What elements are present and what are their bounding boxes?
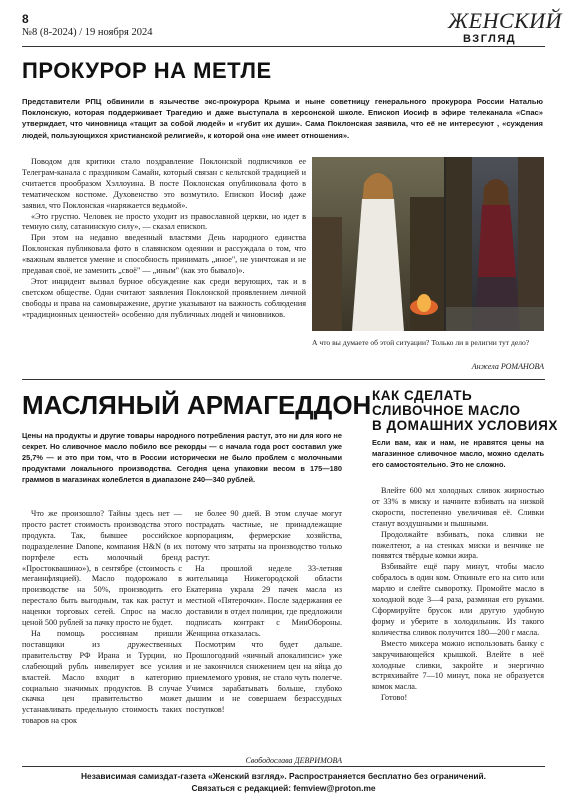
article1-caption: А что вы думаете об этой ситуации? Только ли в религии тут дело? <box>312 338 530 347</box>
article3-paragraph: Вместо миксера можно использовать банку с закручивающейся крышкой. Влейте в неё холодные сливки, закройте и энергично встряхивайте 7—10 минут, пока не образуется комок масла. <box>372 638 544 692</box>
article1-signature: Анжела РОМАНОВА <box>471 362 544 371</box>
article3-paragraph: Взбивайте ещё пару минут, чтобы масло собралось в один ком. Откиньте его на сито или марлю и слейте сыворотку. Промойте масло в холодной воде 3—4 раза, разминая его руками. Сформируйте брусок или другую удобную форму и уберите в холодильник. Из такого количества сливок получится 180—200 г масла. <box>372 562 544 637</box>
article2-col2 <box>186 509 342 716</box>
article3-title <box>372 388 558 433</box>
article3-title-line: В ДОМАШНИХ УСЛОВИЯХ <box>372 418 558 433</box>
article2-paragraph: На прошлой неделе 33-летняя жительница Нижегородской области Екатерина украла 29 пачек масла из местной «Пятерочки». После задержания ее доставили в отдел полиции, где предложили подписать контракт с МинОбороны. Женщина отказалась. <box>186 563 342 638</box>
article1-paragraph: При этом на недавно введенный властями День народного единства Поклонская публиковала фото в славянском одеянии и рассуждала о том, что «важным является умение и способность принимать „иное", не уничтожая и не предавая своё, не заменить „своё" — „иным" (как это бывало)». <box>22 233 306 276</box>
article3-title-line: СЛИВОЧНОЕ МАСЛО <box>372 403 521 418</box>
footer-line: Связаться с редакцией: femview@proton.me <box>191 783 376 793</box>
header-divider <box>22 46 545 47</box>
article3-paragraph: Готово! <box>381 693 408 703</box>
issue-info: №8 (8-2024) / 19 ноября 2024 <box>22 27 153 38</box>
article1-paragraph: «Это грустно. Человек не просто уходит из православной церкви, но идет в темную силу, сатанинскую силу», — сказал епископ. <box>22 211 306 232</box>
photos-collage <box>312 157 544 331</box>
article3-body <box>372 486 544 704</box>
logo-title: ЖЕНСКИЙ <box>448 8 563 33</box>
logo-subtitle: ВЗГЛЯД <box>463 33 517 45</box>
article2-paragraph: Посмотрим что будет дальше. Прошлогодний «яичный апокалипсис» уже и не закончился снижением цен на яйца до приемлемого уровня, не стало чуть полегче. Учимся зарабатывать больше, глубоко дышим и не совершаем безрассудных поступков! <box>186 639 342 715</box>
article2-paragraph: не более 90 дней. В этом случае могут пострадать частные, не принадлежащие корпорациям, фермерские хозяйства, потому что затраты на производство только растут. <box>186 509 342 562</box>
photos-image <box>312 157 544 331</box>
footer-line: Независимая самиздат-газета «Женский взгляд». Распространяется бесплатно без ограничений. <box>80 771 487 781</box>
article1-paragraph: Поводом для критики стало поздравление Поклонской подписчиков ее Телеграм-канала с праздником Самайн, который связан с кельтской традицией и считается прообразом Хэллоуина. В посте Поклонская опубликовала фото в тематическом костюме. Духовенство это возмутило. Епископ Иосиф даже заявил, что Поклонская «наряжается ведьмой». <box>22 157 306 210</box>
article1-title: ПРОКУРОР НА МЕТЛЕ <box>22 58 272 83</box>
article2-col1 <box>22 509 182 727</box>
footer-divider <box>22 766 545 767</box>
article2-lead: Цены на продукты и другие товары народного потребления растут, это ни для кого не секрет. Но сливочное масло побило все рекорды — с начала года рост составил уже 25,7% — и это при том, что в России исторически не было проблем с молочными продуктами локального производства. Сегодня цена упаковки весом в 175—180 граммов в магазинах колеблется в диапазоне 240—340 рублей. <box>22 431 342 484</box>
article2-paragraph: На помощь россиянам пришли поставщики из дружественных правительству РФ Ирана и Турции, но слабеющий рубль нивелирует все усилия властей. Масло входит в категорию социально значимых продуктов. В случае скачка цен правительство может устанавливать предельную стоимость таких товаров на срок <box>22 628 182 726</box>
article3-title-line: КАК СДЕЛАТЬ <box>372 388 473 403</box>
article3-lead: Если вам, как и нам, не нравятся цены на магазинное сливочное масло, можно сделать его самостоятельно. Это не сложно. <box>372 438 544 469</box>
article2-title: МАСЛЯНЫЙ АРМАГЕДДОН <box>22 390 372 420</box>
article2-paragraph: Что же произошло? Тайны здесь нет — просто растет стоимость производства этого продукта. Так, бывшее российское подразделение Danone, компания H&N (в их портфеле есть молочный бренд «Простоквашино»), в сентябре (стоимость с мегаинфляцией). Масло подорожало в производстве на 50%, производить его перестало быть выгодным, так как растут и наценки торговых сетей. Спрос на масло ценой 500 рублей за пачку просто не будет. <box>22 509 182 628</box>
page-number: 8 <box>22 12 29 26</box>
article3-paragraph: Продолжайте взбивать, пока сливки не пожелтеют, а на стенках миски и венчике не появятся твёрдые комки жира. <box>372 529 544 561</box>
article1-body <box>22 157 306 321</box>
article1-paragraph: Этот инцидент вызвал бурное обсуждение как среди верующих, так и в светском обществе. Одни считают заявления Поклонской проявлением личной свободы и права на самовыражение, другие указывают на важность соблюдения «традиционных ценностей» особенно для публичных людей и чиновников. <box>22 276 306 319</box>
footer <box>22 770 545 794</box>
article3-paragraph: Влейте 600 мл холодных сливок жирностью от 33% в миску и начните взбивать на низкой скорости, постепенно увеличивая её. Сливки станут воздушными и пышными. <box>372 486 544 528</box>
article2-signature: Свободослава ДЕВРИМОВА <box>245 756 342 765</box>
article1-lead: Представители РПЦ обвинили в язычестве экс-прокурора Крыма и ныне советницу генерального прокурора России Наталью Поклонскую, которая поддерживает Трагедию и даже выступала в херсонской школе. Епископ Иосиф в эфире телеканала «Спас» утверждает, что чиновница «тащит за собой людей» и «губит их души». Сама Поклонская заявила, что её не интересуют , «суждения людей, пользующихся христианской религией», к которой она «не имеет отношения». <box>22 97 543 140</box>
section-divider <box>22 379 545 380</box>
